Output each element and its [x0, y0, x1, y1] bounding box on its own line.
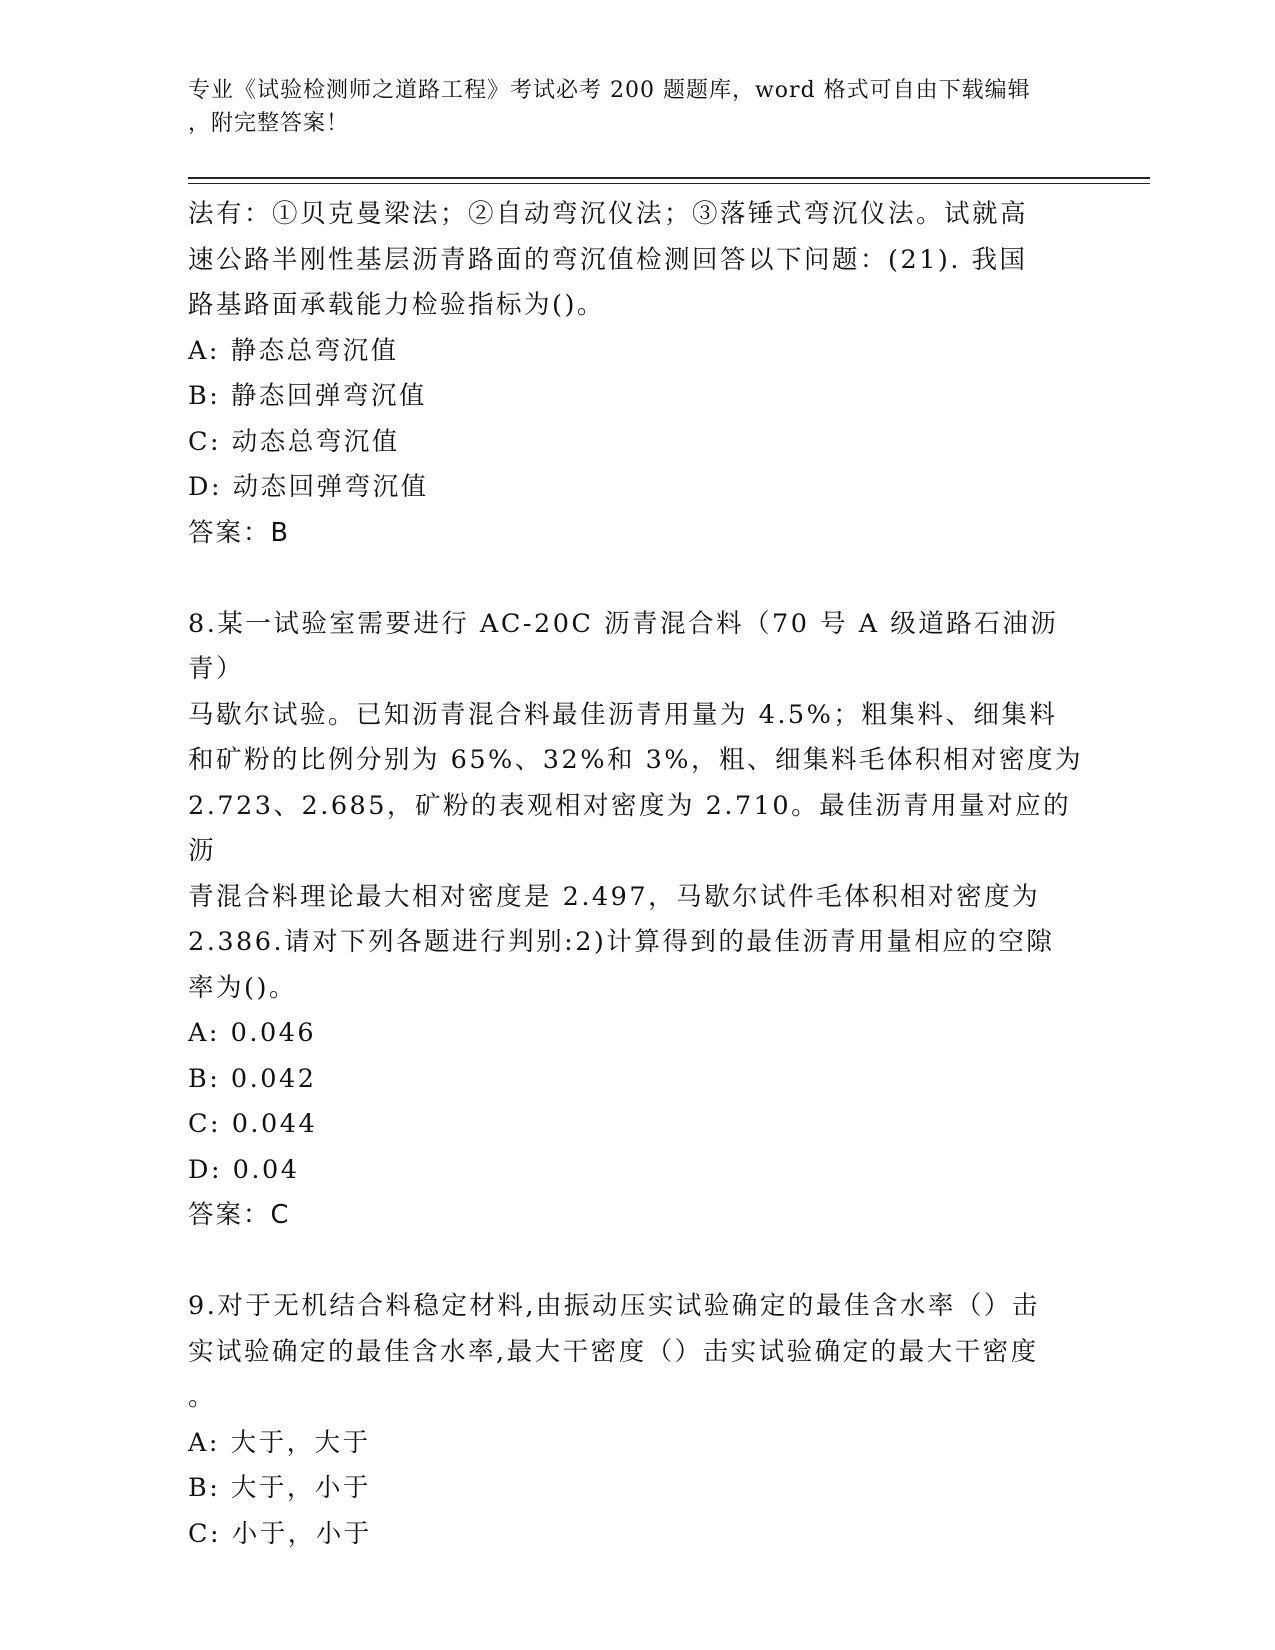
option-b: B: 大于，小于: [188, 1473, 371, 1503]
question-stem-line: 实试验确定的最佳含水率,最大干密度（）击实试验确定的最大干密度: [188, 1336, 1039, 1367]
document-body: [188, 192, 1088, 1557]
question-9: [188, 1284, 1088, 1557]
header-divider-thick: [188, 177, 1150, 179]
option-c: C: 动态总弯沉值: [188, 426, 400, 457]
answer-line: 答案：B: [188, 517, 290, 548]
option-b: B: 静态回弹弯沉值: [188, 381, 427, 411]
option-a: A: 静态总弯沉值: [188, 335, 399, 366]
question-stem-line: 2.723、2.685，矿粉的表观相对密度为 2.710。最佳沥青用量对应的沥: [188, 790, 1072, 866]
question-stem-line: 率为()。: [188, 972, 297, 1003]
option-d: D: 0.04: [188, 1154, 300, 1185]
question-stem-line: 法有：①贝克曼梁法；②自动弯沉仪法；③落锤式弯沉仪法。试就高: [188, 199, 1029, 229]
option-d: D: 动态回弹弯沉值: [188, 472, 429, 502]
question-stem-line: 。: [188, 1382, 217, 1412]
option-c: C: 0.044: [188, 1109, 318, 1139]
question-stem-line: 速公路半刚性基层沥青路面的弯沉值检测回答以下问题：(21). 我国: [188, 244, 1028, 275]
question-stem-line: 青混合料理论最大相对密度是 2.497，马歇尔试件毛体积相对密度为: [188, 881, 1041, 912]
question-stem-line: 路基路面承载能力检验指标为()。: [188, 290, 605, 320]
option-b: B: 0.042: [188, 1063, 317, 1094]
question-stem-line: 马歇尔试验。已知沥青混合料最佳沥青用量为 4.5%；粗集料、细集料: [188, 699, 1058, 730]
option-c: C: 小于，小于: [188, 1518, 372, 1549]
question-stem-line: 9.对于无机结合料稳定材料,由振动压实试验确定的最佳含水率（）击: [188, 1291, 1040, 1321]
spacer: [188, 1239, 1088, 1285]
header-title-line-2: ，附完整答案！: [188, 111, 350, 136]
spacer: [188, 556, 1088, 602]
answer-line: 答案：C: [188, 1200, 291, 1230]
question-stem-line: 2.386.请对下列各题进行判别:2)计算得到的最佳沥青用量相应的空隙: [188, 927, 1055, 957]
question-stem-line: 和矿粉的比例分别为 65%、32%和 3%，粗、细集料毛体积相对密度为: [188, 745, 1084, 775]
header-divider-thin: [188, 183, 1150, 184]
question-7: [188, 192, 1088, 556]
question-stem-line: 8.某一试验室需要进行 AC-20C 沥青混合料（70 号 A 级道路石油沥青）: [188, 608, 1059, 684]
question-8: [188, 602, 1088, 1239]
document-header: [188, 74, 1088, 140]
option-a: A: 大于，大于: [188, 1427, 371, 1458]
option-a: A: 0.046: [188, 1018, 317, 1048]
header-title-line-1: 专业《试验检测师之道路工程》考试必考 200 题题库，word 格式可自由下载编辑: [188, 78, 1031, 103]
